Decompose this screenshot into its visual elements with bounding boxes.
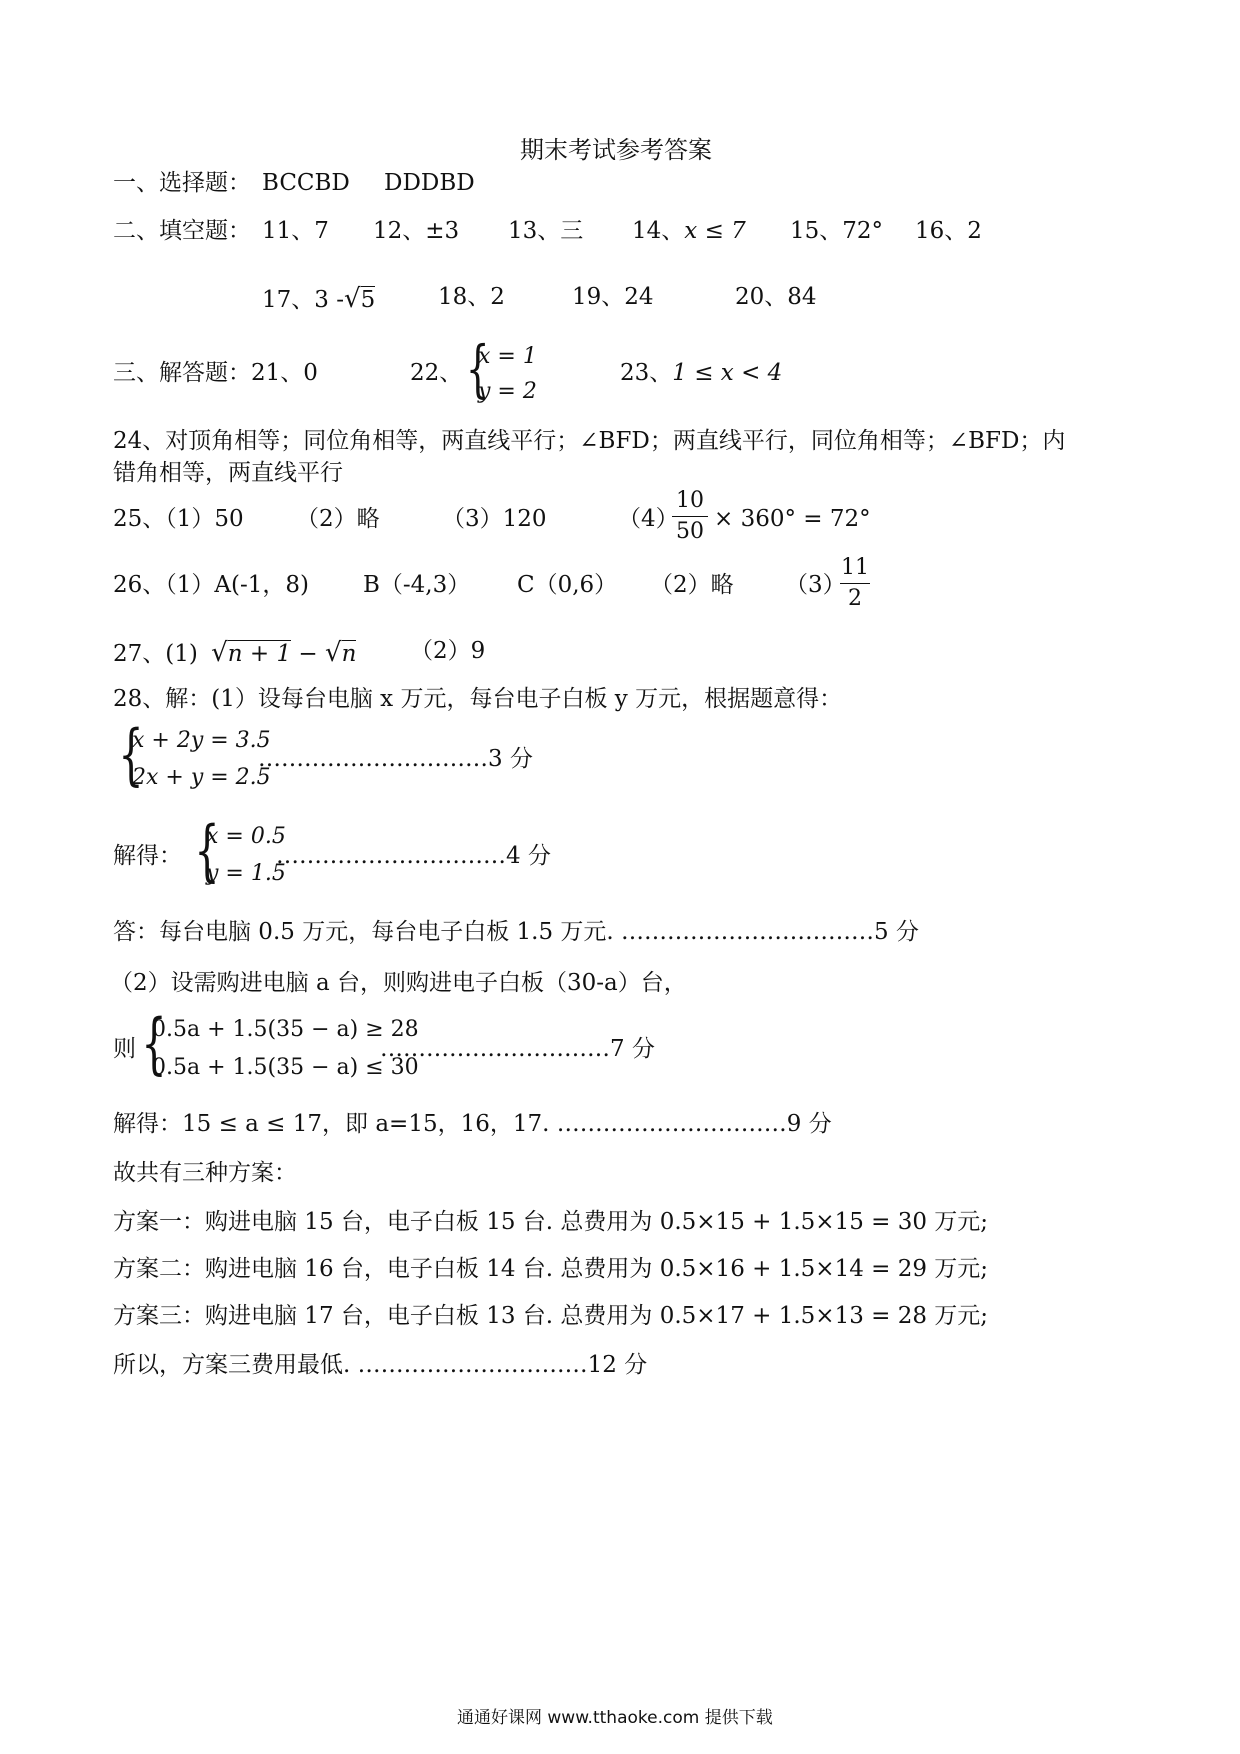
answer-q28-part2-setup: （2）设需购进电脑 a 台，则购进电子白板（30-a）台， [110, 970, 687, 996]
answer-q27-part2: （2）9 [410, 638, 486, 664]
answer-q25-fraction [672, 490, 708, 543]
answer-q24-line1: 24、对顶角相等；同位角相等，两直线平行；∠BFD；两直线平行，同位角相等；∠BFD；内 [113, 428, 1066, 454]
answer-q26-part1: 26、（1）A(-1，8) [113, 572, 309, 598]
left-brace-icon: { [194, 812, 220, 889]
system2-eq2: y = 1.5 [206, 861, 286, 886]
sqrt-sign-icon: √ [343, 284, 361, 314]
solve-label-1: 解得： [113, 843, 182, 869]
answer-q22-eq2: y = 2 [478, 379, 537, 404]
section3-label: 三、解答题：21、0 [113, 360, 318, 386]
fraction-numerator: 11 [841, 555, 869, 580]
system2-eq1: x = 0.5 [206, 824, 286, 849]
section1-answers-b: DDDBD [384, 170, 475, 196]
left-brace-icon: { [465, 332, 490, 405]
solve-range: 解得：15 ≤ a ≤ 17，即 a=15，16，17. …………………………9 分 [113, 1111, 832, 1137]
answer-q22-number: 22、 [410, 360, 463, 386]
answer-q17-radicand: 5 [360, 287, 376, 313]
left-brace-icon: { [141, 1005, 167, 1082]
answer-q26-part3: （3） [785, 572, 846, 598]
answer-q12: 12、±3 [373, 218, 460, 244]
section2-label: 二、填空题： [113, 218, 251, 244]
answer-q16: 16、2 [915, 218, 982, 244]
answer-q27-prefix: 27、(1) [113, 641, 198, 667]
page-title: 期末考试参考答案 [520, 136, 712, 164]
answer-q26-fraction [840, 557, 870, 610]
answer-q26-point-c: C（0,6） [517, 572, 618, 598]
answer-q25-part3: （3）120 [442, 506, 547, 532]
fraction-denominator: 2 [848, 586, 862, 611]
fraction-numerator: 10 [676, 488, 704, 513]
sqrt-sign-icon: √ [325, 638, 342, 668]
plan-two: 方案二：购进电脑 16 台，电子白板 14 台. 总费用为 0.5×16 + 1.5×14 = 29 万元; [113, 1256, 989, 1282]
answer-q14-number: 14、 [632, 218, 685, 244]
answer-q27 [113, 640, 356, 666]
plan-one: 方案一：购进电脑 15 台，电子白板 15 台. 总费用为 0.5×15 + 1.5×15 = 30 万元; [113, 1209, 989, 1235]
answer-q27-minus: − [298, 641, 318, 667]
answer-q13: 13、三 [508, 218, 584, 244]
answer-q17 [262, 286, 375, 312]
sqrt-sign-icon: √ [211, 638, 228, 668]
system3-score: …………………………7 分 [380, 1036, 655, 1062]
answer-q14-math: x ≤ 7 [684, 218, 746, 244]
section1-answers-a: BCCBD [262, 170, 350, 196]
answer-q20: 20、84 [735, 284, 817, 310]
answer-q24-line2: 错角相等，两直线平行 [113, 460, 343, 486]
answer-q26-part2: （2）略 [650, 572, 734, 598]
fraction-bar [840, 583, 870, 584]
footer-credit: 通通好课网 www.tthaoke.com 提供下载 [457, 1708, 773, 1728]
answer-q25-part1: 25、（1）50 [113, 506, 244, 532]
answer-q23 [620, 362, 782, 385]
fraction-bar [672, 516, 708, 517]
answer-q27-radicand1: n + 1 [227, 641, 292, 667]
answer-q28-part1: 答：每台电脑 0.5 万元，每台电子白板 1.5 万元. ……………………………5 分 [113, 919, 919, 945]
section1-label: 一、选择题： [113, 170, 251, 196]
answer-q23-math: 1 ≤ x < 4 [672, 360, 783, 386]
answer-q28-intro: 28、解：(1）设每台电脑 x 万元，每台电子白板 y 万元，根据题意得： [113, 686, 843, 712]
plan-three: 方案三：购进电脑 17 台，电子白板 13 台. 总费用为 0.5×17 + 1.5×13 = 28 万元; [113, 1303, 989, 1329]
answer-q25-part4: （4） [618, 506, 679, 532]
answer-q15: 15、72° [790, 218, 884, 244]
answer-q14 [632, 220, 746, 243]
system2-score: …………………………4 分 [276, 843, 551, 869]
answer-q27-radicand2: n [341, 641, 357, 667]
answer-q18: 18、2 [438, 284, 505, 310]
answer-q11: 11、7 [262, 218, 329, 244]
conclusion: 所以，方案三费用最低. …………………………12 分 [113, 1352, 648, 1378]
system1-eq1: x + 2y = 3.5 [132, 728, 271, 753]
answer-q19: 19、24 [572, 284, 654, 310]
system3-ineq1: 0.5a + 1.5(35 − a) ≥ 28 [152, 1017, 419, 1042]
system1-score: …………………………3 分 [258, 746, 533, 772]
answer-q25-tail: × 360° = 72° [714, 506, 871, 532]
fraction-denominator: 50 [676, 519, 704, 544]
left-brace-icon: { [118, 716, 144, 793]
answer-q23-number: 23、 [620, 360, 673, 386]
answer-q17-prefix: 17、3 - [262, 287, 344, 313]
answer-q22-eq1: x = 1 [478, 344, 537, 369]
plans-intro: 故共有三种方案： [113, 1160, 297, 1186]
system3-ineq2: 0.5a + 1.5(35 − a) ≤ 30 [152, 1055, 419, 1080]
answer-q26-point-b: B（-4,3） [363, 572, 471, 598]
system1-eq2: 2x + y = 2.5 [132, 765, 271, 790]
ze-label: 则 [113, 1036, 136, 1062]
answer-q25-part2: （2）略 [296, 506, 380, 532]
